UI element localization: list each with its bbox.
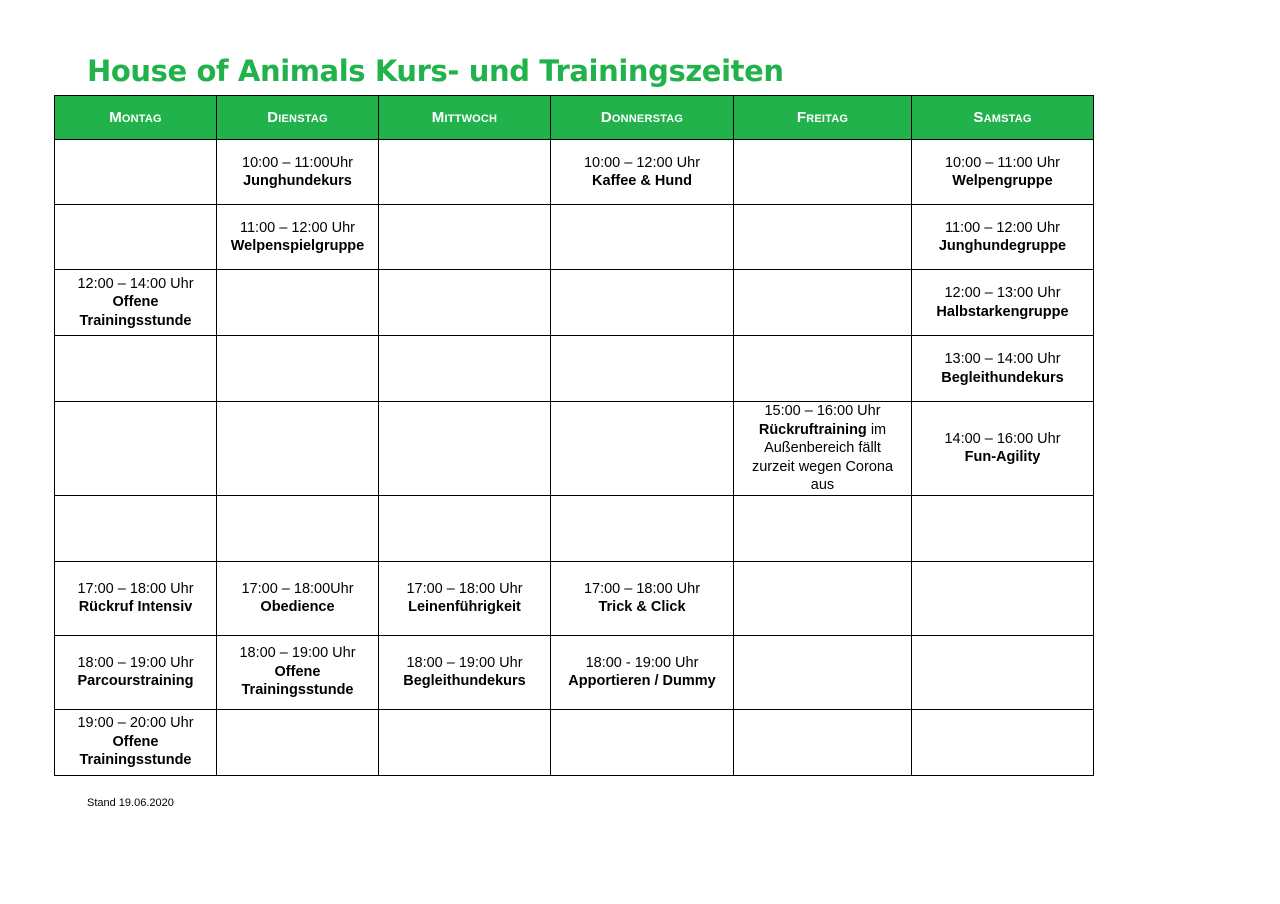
schedule-cell (217, 495, 379, 561)
course-time: 12:00 – 13:00 Uhr (944, 285, 1061, 301)
schedule-cell (217, 709, 379, 775)
schedule-cell (551, 709, 734, 775)
course-name: Fun-Agility (964, 449, 1041, 466)
course-name: Obedience (260, 599, 335, 615)
schedule-cell (912, 561, 1094, 635)
schedule-cell (734, 495, 912, 561)
course-time: 10:00 – 12:00 Uhr (583, 154, 701, 171)
course-time: 11:00 – 12:00 Uhr (239, 219, 355, 236)
course-note-inline: im (866, 421, 887, 438)
course-name: Kaffee & Hund (592, 173, 692, 189)
schedule-cell (379, 495, 551, 561)
day-header-montag: Montag (55, 96, 217, 140)
schedule-cell (379, 561, 551, 635)
course-time: 18:00 – 19:00 Uhr (239, 645, 356, 662)
course-name: Halbstarkengruppe (936, 303, 1069, 320)
course-name: Offene Trainingsstunde (79, 733, 192, 769)
course-time: 17:00 – 18:00 Uhr (406, 580, 523, 597)
schedule-cell (55, 140, 217, 205)
course-name: Rückruf Intensiv (78, 599, 193, 615)
table-row (55, 336, 1094, 402)
course-name: Apportieren / Dummy (568, 673, 716, 689)
course-time: 11:00 – 12:00 Uhr (944, 219, 1060, 236)
schedule-cell (734, 140, 912, 205)
schedule-cell (217, 402, 379, 496)
schedule-cell (379, 140, 551, 205)
table-row (55, 561, 1094, 635)
table-row (55, 709, 1094, 775)
schedule-cell (55, 336, 217, 402)
course-name: Parcourstraining (77, 673, 194, 689)
table-row (55, 270, 1094, 336)
schedule-cell (217, 205, 379, 270)
schedule-cell (55, 635, 217, 709)
course-name: Welpengruppe (952, 173, 1053, 189)
table-row (55, 140, 1094, 205)
course-name: Offene Trainingsstunde (241, 663, 354, 699)
schedule-cell (551, 561, 734, 635)
course-name: Junghundegruppe (938, 238, 1067, 254)
course-name: Begleithundekurs (941, 369, 1064, 386)
table-row (55, 402, 1094, 496)
schedule-cell (912, 205, 1094, 270)
schedule-cell (55, 561, 217, 635)
schedule-cell (734, 709, 912, 775)
schedule-cell (734, 336, 912, 402)
schedule-cell (55, 495, 217, 561)
schedule-cell (379, 709, 551, 775)
schedule-cell (912, 402, 1094, 496)
course-time: 17:00 – 18:00Uhr (241, 580, 354, 597)
schedule-cell (379, 336, 551, 402)
day-header-donnerstag: Donnerstag (551, 96, 734, 140)
schedule-cell (734, 561, 912, 635)
course-time: 10:00 – 11:00 Uhr (944, 154, 1060, 171)
schedule-cell (912, 140, 1094, 205)
schedule-cell (912, 336, 1094, 402)
footer-note: Stand 19.06.2020 (87, 797, 174, 809)
schedule-cell (55, 205, 217, 270)
course-name: Leinenführigkeit (408, 599, 521, 615)
schedule-cell (551, 495, 734, 561)
schedule-cell (551, 205, 734, 270)
schedule-cell (912, 635, 1094, 709)
schedule-cell (217, 270, 379, 336)
schedule-cell (217, 635, 379, 709)
course-note: Außenbereich fällt zurzeit wegen Corona aus (751, 440, 894, 493)
schedule-cell (551, 270, 734, 336)
day-header-dienstag: Dienstag (217, 96, 379, 140)
course-time: 18:00 - 19:00 Uhr (585, 654, 699, 671)
course-time: 15:00 – 16:00 Uhr (764, 403, 881, 419)
course-time: 19:00 – 20:00 Uhr (77, 715, 194, 732)
schedule-cell (912, 270, 1094, 336)
course-name: Begleithundekurs (403, 673, 526, 689)
course-time: 14:00 – 16:00 Uhr (944, 430, 1061, 447)
schedule-cell (734, 270, 912, 336)
schedule-table (54, 95, 1094, 776)
schedule-cell (379, 205, 551, 270)
day-header-samstag: Samstag (912, 96, 1094, 140)
day-header-freitag: Freitag (734, 96, 912, 140)
schedule-cell (217, 336, 379, 402)
table-row (55, 205, 1094, 270)
table-row (55, 495, 1094, 561)
course-name: Trick & Click (598, 599, 686, 615)
schedule-cell (551, 635, 734, 709)
schedule-cell (217, 561, 379, 635)
schedule-cell (551, 402, 734, 496)
course-time: 10:00 – 11:00Uhr (242, 154, 353, 171)
schedule-cell (217, 140, 379, 205)
schedule-cell (379, 402, 551, 496)
course-time: 12:00 – 14:00 Uhr (77, 275, 194, 292)
course-name: Offene Trainingsstunde (79, 294, 192, 329)
schedule-cell (734, 402, 912, 496)
schedule-cell (55, 270, 217, 336)
schedule-cell (912, 495, 1094, 561)
day-header-mittwoch: Mittwoch (379, 96, 551, 140)
course-time: 18:00 – 19:00 Uhr (77, 654, 194, 671)
course-time: 17:00 – 18:00 Uhr (77, 580, 194, 597)
course-time: 17:00 – 18:00 Uhr (583, 580, 701, 597)
schedule-cell (912, 709, 1094, 775)
schedule-cell (551, 336, 734, 402)
schedule-cell (379, 635, 551, 709)
schedule-cell (734, 635, 912, 709)
course-name: Welpenspielgruppe (230, 238, 365, 254)
course-time: 13:00 – 14:00 Uhr (944, 351, 1061, 367)
course-time: 18:00 – 19:00 Uhr (406, 654, 523, 671)
course-name: Rückruftraining (758, 421, 867, 438)
page-title: House of Animals Kurs- und Trainingszeiten (87, 54, 784, 88)
schedule-cell (734, 205, 912, 270)
schedule-cell (55, 402, 217, 496)
course-name: Junghundekurs (243, 173, 352, 189)
schedule-cell (551, 140, 734, 205)
schedule-cell (379, 270, 551, 336)
header-row (55, 96, 1094, 140)
table-row (55, 635, 1094, 709)
schedule-cell (55, 709, 217, 775)
